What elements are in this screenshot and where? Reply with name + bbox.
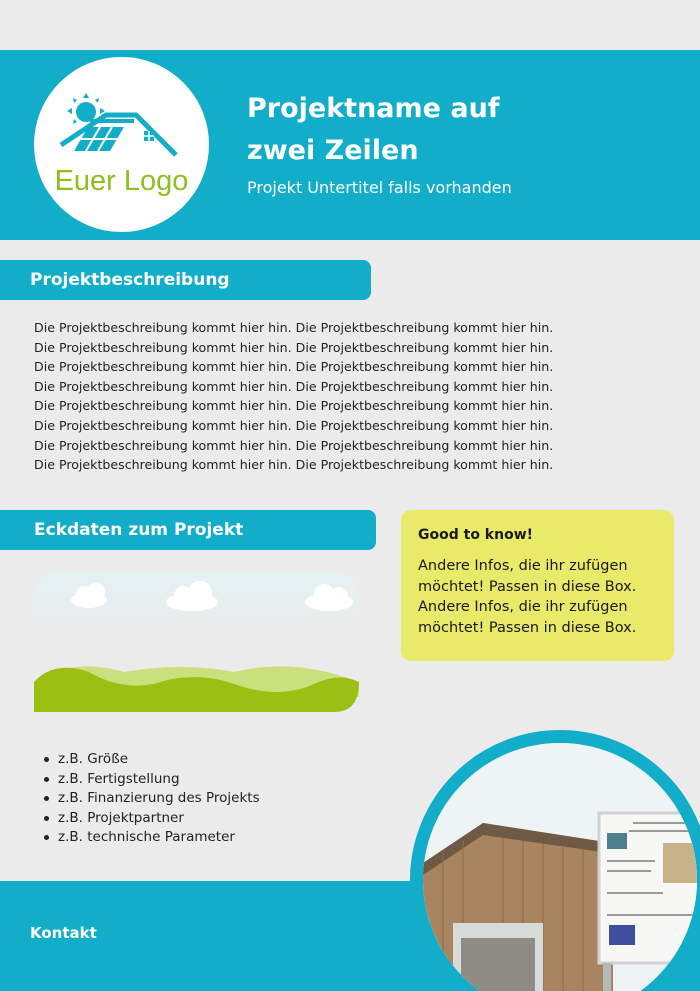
info-box-line: möchtet! Passen in diese Box. (418, 619, 637, 636)
section-heading-description: Projektbeschreibung (0, 260, 371, 300)
project-photo (410, 730, 700, 991)
project-subtitle: Projekt Untertitel falls vorhanden (247, 178, 512, 197)
info-box-line: Andere Infos, die ihr zufügen (418, 599, 628, 615)
list-item: z.B. Größe (44, 750, 260, 770)
description-line: Die Projektbeschreibung kommt hier hin. Die Projektbeschreibung kommt hier hin. (34, 378, 554, 394)
header-banner (0, 50, 700, 240)
info-box-line: möchtet! Passen in diese Box. (418, 578, 637, 595)
info-box (401, 510, 674, 661)
list-item: z.B. technische Parameter (44, 828, 260, 848)
list-item: z.B. Finanzierung des Projekts (44, 789, 260, 809)
key-facts-list (44, 750, 260, 848)
list-item: z.B. Projektpartner (44, 809, 260, 829)
description-text (34, 318, 634, 475)
section-heading-key-facts: Eckdaten zum Projekt (0, 510, 376, 550)
building-photo (423, 743, 697, 991)
description-line: Die Projektbeschreibung kommt hier hin. Die Projektbeschreibung kommt hier hin. (34, 339, 554, 355)
project-title (247, 88, 677, 172)
description-line: Die Projektbeschreibung kommt hier hin. Die Projektbeschreibung kommt hier hin. (34, 417, 554, 433)
logo-text: Euer Logo (54, 165, 189, 197)
solar-roof-icon (46, 83, 196, 163)
hills-illustration (34, 572, 364, 717)
project-title-line: Projektname auf (247, 93, 500, 124)
description-line: Die Projektbeschreibung kommt hier hin. Die Projektbeschreibung kommt hier hin. (34, 457, 554, 473)
description-line: Die Projektbeschreibung kommt hier hin. Die Projektbeschreibung kommt hier hin. (34, 359, 554, 375)
info-box-body (418, 556, 657, 638)
description-line: Die Projektbeschreibung kommt hier hin. Die Projektbeschreibung kommt hier hin. (34, 320, 554, 335)
logo (34, 57, 209, 232)
contact-label: Kontakt (30, 924, 97, 942)
project-title-line: zwei Zeilen (247, 135, 419, 166)
description-line: Die Projektbeschreibung kommt hier hin. Die Projektbeschreibung kommt hier hin. (34, 398, 554, 414)
list-item: z.B. Fertigstellung (44, 770, 260, 790)
info-box-line: Andere Infos, die ihr zufügen (418, 558, 628, 574)
info-box-title: Good to know! (418, 527, 534, 543)
description-line: Die Projektbeschreibung kommt hier hin. Die Projektbeschreibung kommt hier hin. (34, 437, 554, 453)
